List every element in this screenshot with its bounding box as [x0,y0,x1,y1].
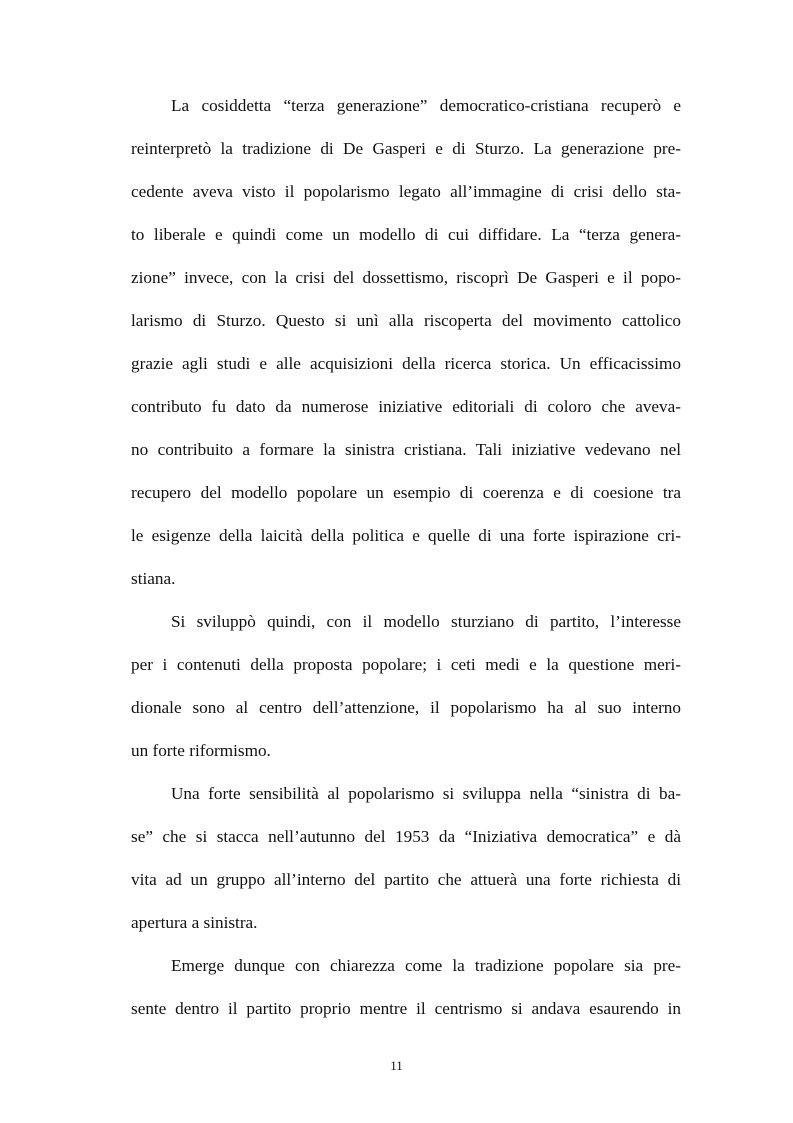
text-line: apertura a sinistra. [131,913,258,932]
text-line: larismo di Sturzo. Questo si unì alla riscoperta del movimento cattolico [131,311,681,330]
text-line: recupero del modello popolare un esempio di coerenza e di coesione tra [131,483,681,502]
text-line: to liberale e quindi come un modello di cui diffidare. La “terza genera- [131,225,681,244]
text-line: grazie agli studi e alle acquisizioni della ricerca storica. Un efficacissimo [131,354,681,373]
text-line: La cosiddetta “terza generazione” democratico-cristiana recuperò e [171,96,681,115]
paragraph [131,776,681,948]
text-line: per i contenuti della proposta popolare; i ceti medi e la questione meri- [131,655,681,674]
text-line: sente dentro il partito proprio mentre il centrismo si andava esaurendo in [131,999,681,1018]
text-line: vita ad un gruppo all’interno del partito che attuerà una forte richiesta di [131,870,681,889]
text-line: Emerge dunque con chiarezza come la tradizione popolare sia pre- [171,956,681,975]
text-line: dionale sono al centro dell’attenzione, il popolarismo ha al suo interno [131,698,681,717]
paragraph [131,948,681,1034]
body-text [131,88,681,1034]
text-line: stiana. [131,569,176,588]
text-line: no contribuito a formare la sinistra cristiana. Tali iniziative vedevano nel [131,440,681,459]
page-number: 11 [390,1058,403,1073]
text-line: contributo fu dato da numerose iniziative editoriali di coloro che aveva- [131,397,681,416]
text-line: reinterpretò la tradizione di De Gasperi e di Sturzo. La generazione pre- [131,139,681,158]
text-line: Una forte sensibilità al popolarismo si sviluppa nella “sinistra di ba- [171,784,681,803]
text-line: zione” invece, con la crisi del dossettismo, riscoprì De Gasperi e il popo- [131,268,681,287]
paragraph [131,88,681,604]
text-line: cedente aveva visto il popolarismo legato all’immagine di crisi dello sta- [131,182,681,201]
text-line: le esigenze della laicità della politica e quelle di una forte ispirazione cri- [131,526,681,545]
text-line: Si sviluppò quindi, con il modello sturziano di partito, l’interesse [171,612,681,631]
text-line: se” che si stacca nell’autunno del 1953 da “Iniziativa democratica” e dà [131,827,681,846]
text-line: un forte riformismo. [131,741,271,760]
paragraph [131,604,681,776]
